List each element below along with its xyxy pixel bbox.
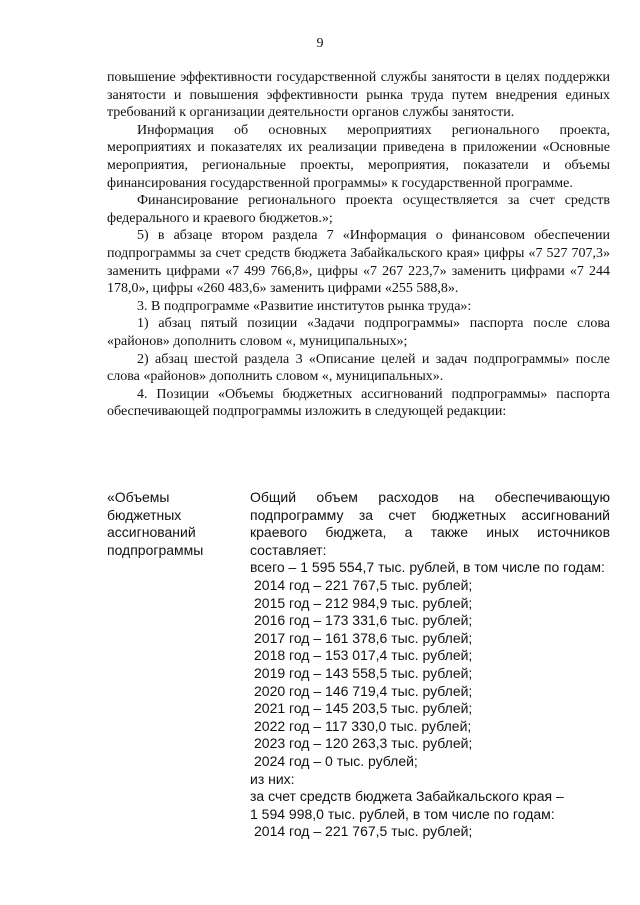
table-right-content (250, 489, 610, 841)
paragraph: 5) в абзаце втором раздела 7 «Информация о финансовом обеспечении подпрограммы за счет средств бюджета Забайкальского края» цифры «7 527 707,3» заменить цифрами «7 499 766,8», цифры «7 267 223,7» заменить цифрами «7 244 178,0», цифры «260 483,6» заменить цифрами «255 588,8». (107, 228, 610, 297)
regional-line: за счет средств бюджета Забайкальского края – (250, 788, 564, 805)
year-line: 2014 год – 221 767,5 тыс. рублей; (254, 576, 473, 593)
year-line: 2024 год – 0 тыс. рублей; (254, 752, 418, 769)
year-line: 2022 год – 117 330,0 тыс. рублей; (254, 717, 472, 734)
document-body (107, 69, 610, 421)
year-line: 2019 год – 143 558,5 тыс. рублей; (254, 664, 473, 681)
page-number: 9 (316, 36, 324, 51)
year-line: 2017 год – 161 378,6 тыс. рублей; (254, 629, 473, 646)
of-them-line: из них: (250, 770, 295, 787)
paragraph: повышение эффективности государственной службы занятости в целях поддержки занятости и повышения эффективности рынка труда путем внедрения единых требований к организации деятельности органов службы занятости. (107, 70, 610, 121)
paragraph: 2) абзац шестой раздела 3 «Описание целей и задач подпрограммы» после слова «районов» дополнить словом «, муниципальных». (107, 351, 610, 385)
year-line: 2018 год – 153 017,4 тыс. рублей; (254, 647, 473, 664)
paragraph: Информация об основных мероприятиях регионального проекта, мероприятиях и показателях их реализации приведена в приложении «Основные мероприятия, региональные проекты, мероприятия, показатели и объемы финансирования государственной программы» к государственной программе. (107, 122, 610, 191)
year-line: 2015 год – 212 984,9 тыс. рублей; (254, 594, 473, 611)
year-line: 2020 год – 146 719,4 тыс. рублей; (254, 682, 473, 699)
year-line: 2021 год – 145 203,5 тыс. рублей; (254, 700, 473, 717)
table-intro: Общий объем расходов на обеспечивающую подпрограмму за счет бюджетных ассигнований краевого бюджета, а также иных источников составляет: (250, 489, 610, 558)
table-left-label: «Объемы бюджетных ассигнований подпрограммы (107, 489, 204, 558)
total-line: всего – 1 595 554,7 тыс. рублей, в том числе по годам: (250, 559, 605, 576)
paragraph: 1) абзац пятый позиции «Задачи подпрограммы» паспорта после слова «районов» дополнить словом «, муниципальных»; (107, 316, 610, 349)
year-line: 2014 год – 221 767,5 тыс. рублей; (254, 823, 473, 840)
year-line: 2023 год – 120 263,3 тыс. рублей; (254, 735, 473, 752)
paragraph: 3. В подпрограмме «Развитие институтов рынка труда»: (137, 298, 472, 314)
paragraph: Финансирование регионального проекта осуществляется за счет средств федерального и краевого бюджетов.»; (107, 193, 610, 226)
year-line: 2016 год – 173 331,6 тыс. рублей; (254, 612, 473, 629)
paragraph: 4. Позиции «Объемы бюджетных ассигнований подпрограммы» паспорта обеспечивающей подпрограммы изложить в следующей редакции: (107, 386, 610, 420)
regional-line: 1 594 998,0 тыс. рублей, в том числе по годам: (250, 805, 555, 822)
